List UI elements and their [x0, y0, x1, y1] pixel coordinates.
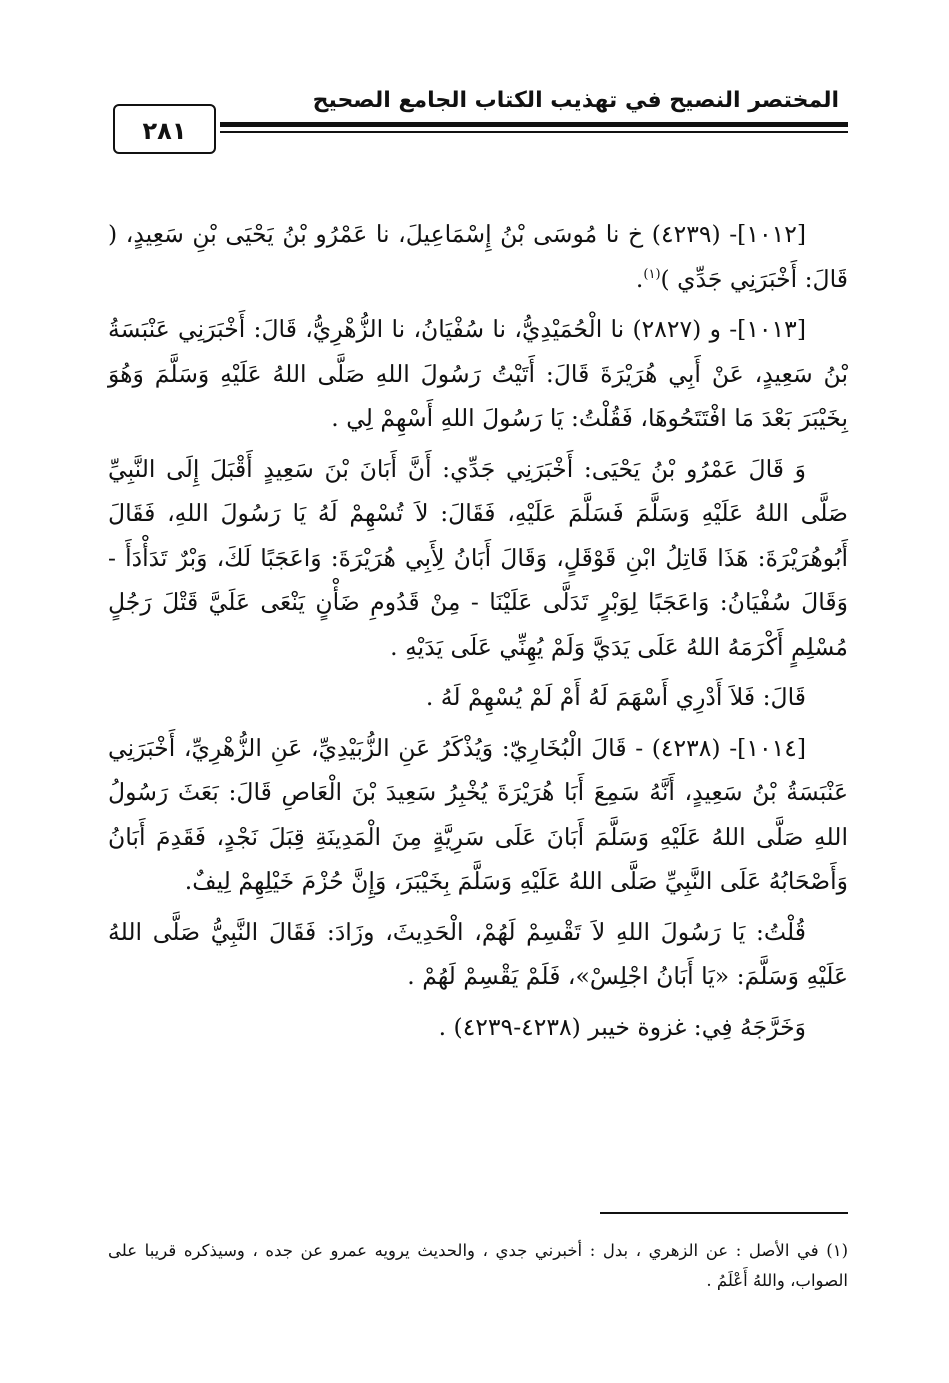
footnote-separator: [600, 1212, 848, 1214]
header-rule-thin: [220, 131, 848, 133]
paragraph-text: [١٠١٢]- (٤٢٣٩) خ نا مُوسَى بْنُ إِسْمَاعِيلَ، نا عَمْرُو بْنُ يَحْيَى بْنِ سَعِيدٍ، ( قَالَ: أَخْبَرَنِي جَدِّي ): [108, 220, 848, 293]
page-number: ٢٨١: [113, 104, 216, 154]
running-head-title: المختصر النصيح في تهذيب الكتاب الجامع الصحيح: [312, 88, 839, 113]
narration-paragraph: قُلْتُ: يَا رَسُولَ اللهِ لاَ تَقْسِمْ لَهُمْ، الْحَدِيثَ، وزَادَ: فَقَالَ النَّبِيُّ صَلَّى اللهُ عَلَيْهِ وَسَلَّمَ: «يَا أَبَانُ اجْلِسْ»، فَلَمْ يَقْسِمْ لَهُمْ .: [108, 917, 848, 990]
main-text: [108, 212, 848, 1055]
hadith-paragraph-1014: [١٠١٤]- (٤٢٣٨) - قَالَ الْبُخَارِيّ: وَيُذْكَرُ عَنِ الزُّبَيْدِيِّ، عَنِ الزُّهْرِيِّ، أَخْبَرَنِي عَنْبَسَةُ بْنُ سَعِيدٍ، أَنَّهُ سَمِعَ أَبَا هُرَيْرَةَ يُخْبِرُ سَعِيدَ بْنَ الْعَاصِ قَالَ: بَعَثَ رَسُولُ اللهِ صَلَّى اللهُ عَلَيْهِ وَسَلَّمَ أَبَانَ عَلَى سَرِيَّةٍ مِنَ الْمَدِينَةِ قِبَلَ نَجْدٍ، فَقَدِمَ أَبَانُ وَأَصْحَابُهُ عَلَى النَّبِيِّ صَلَّى اللهُ عَلَيْهِ وَسَلَّمَ بِخَيْبَرَ، وَإِنَّ حُزْمَ خَيْلِهِمْ لِيفٌ.: [108, 733, 848, 895]
narration-paragraph: قَالَ: فَلاَ أَدْرِي أَسْهَمَ لَهُ أَمْ لَمْ يُسْهِمْ لَهُ .: [425, 683, 806, 711]
paragraph-tail: .: [635, 264, 644, 293]
narration-paragraph: وَ قَالَ عَمْرُو بْنُ يَحْيَى: أَخْبَرَنِي جَدِّي: أَنَّ أَبَانَ بْنَ سَعِيدٍ أَقْبَلَ إِلَى النَّبِيِّ صَلَّى اللهُ عَلَيْهِ وَسَلَّمَ فَسَلَّمَ عَلَيْهِ، فَقَالَ: لاَ تُسْهِمْ لَهُ يَا رَسُولَ اللهِ، فَقَالَ أَبُوهُرَيْرَةَ: هَذَا قَاتِلُ ابْنِ قَوْقَلٍ، وَقَالَ أَبَانُ لِأَبِي هُرَيْرَةَ: وَاعَجَبًا لَكَ، وَبْرٌ تَدَأْدَأَ - وَقَالَ سُفْيَانُ: وَاعَجَبًا لِوَبْرٍ تَدَلَّى عَلَيْنَا - مِنْ قَدُومِ ضَأْنٍ يَنْعَى عَلَيَّ قَتْلَ رَجُلٍ مُسْلِمٍ أَكْرَمَهُ اللهُ عَلَى يَدَيَّ وَلَمْ يُهِنِّي عَلَى يَدَيْهِ .: [108, 454, 848, 661]
footnote-reference: (١): [643, 266, 661, 282]
hadith-paragraph-1013: [١٠١٣]- و (٢٨٢٧) نا الْحُمَيْدِيُّ، نا سُفْيَانُ، نا الزُّهْرِيُّ، قَالَ: أَخْبَرَنِي عَنْبَسَةُ بْنُ سَعِيدٍ، عَنْ أَبِي هُرَيْرَةَ قَالَ: أَتَيْتُ رَسُولَ اللهِ صَلَّى اللهُ عَلَيْهِ وَسَلَّمَ وَهُوَ بِخَيْبَرَ بَعْدَ مَا افْتَتَحُوهَا، فَقُلْتُ: يَا رَسُولَ اللهِ أَسْهِمْ لِي .: [108, 315, 848, 432]
footnote-1: (١) في الأصل : عن الزهري ، بدل : أخبرني جدي ، والحديث يرويه عمرو عن جده ، وسيذكره قريبا على الصواب، واللهُ أَعْلَمُ .: [108, 1241, 848, 1290]
takhrij-paragraph: وَخَرَّجَهُ فِي: غزوة خيبر (٤٢٣٨-٤٢٣٩) .: [438, 1012, 806, 1041]
header-rule-thick: [220, 122, 848, 127]
hadith-paragraph-1012: [108, 212, 848, 301]
